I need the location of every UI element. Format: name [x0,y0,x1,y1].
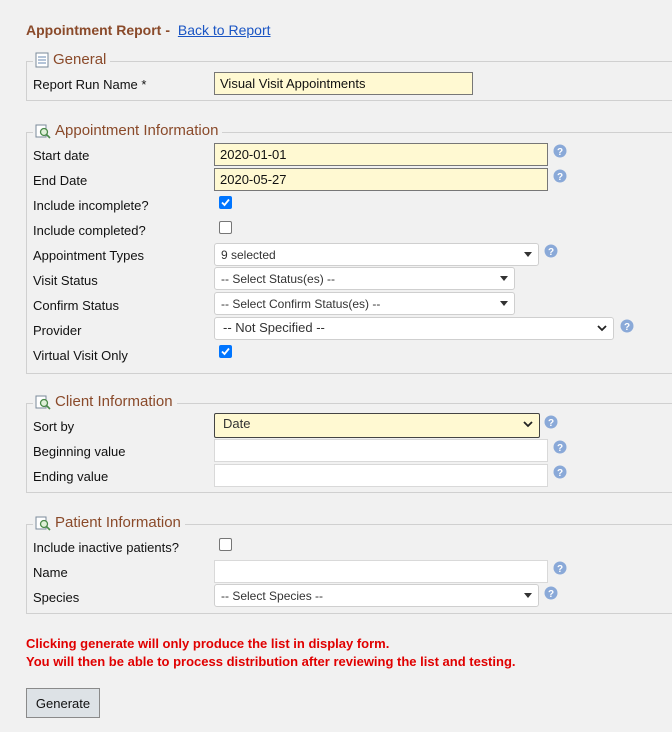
end-date-label: End Date [33,173,88,188]
species-select[interactable] [214,584,539,607]
include-inactive-label: Include inactive patients? [33,540,179,555]
svg-text:?: ? [556,443,564,454]
ending-value-input[interactable] [214,464,548,487]
client-legend-label: Client Information [55,393,173,410]
appointment-section [26,122,672,374]
patient-section [26,514,672,614]
general-legend [33,51,110,68]
visit-status-label: Visit Status [33,273,98,288]
svg-text:?: ? [556,468,564,479]
appointment-types-label: Appointment Types [33,248,145,263]
search-document-icon [35,515,51,531]
appointment-types-row [33,243,144,268]
confirm-status-row [33,293,119,318]
virtual-visit-row [33,343,128,368]
provider-select[interactable] [214,317,614,340]
start-date-input[interactable]: 2020-01-01 [214,143,548,166]
report-run-name-label: Report Run Name * [33,77,147,92]
caret-down-icon [500,301,508,306]
patient-legend [33,514,185,531]
page-header [26,22,271,38]
beginning-value-label: Beginning value [33,444,126,459]
patient-name-input[interactable] [214,560,548,583]
species-value: -- Select Species -- [221,589,324,603]
beginning-value-input[interactable] [214,439,548,462]
confirm-status-select[interactable] [214,292,515,315]
caret-down-icon [524,252,532,257]
caret-down-icon [524,593,532,598]
beginning-value-row [33,439,126,464]
start-date-label: Start date [33,148,90,163]
virtual-visit-label: Virtual Visit Only [33,348,128,363]
ending-value-row [33,464,108,489]
appointment-types-select[interactable] [214,243,539,266]
client-legend [33,393,177,410]
generate-notice-line1: Clicking generate will only produce the list in display form. [26,636,390,651]
species-label: Species [33,590,80,605]
general-section [26,51,672,101]
include-completed-label: Include completed? [33,223,146,238]
confirm-status-value: -- Select Confirm Status(es) -- [221,297,381,311]
provider-value: -- Not Specified -- [223,320,325,335]
generate-button[interactable]: Generate [26,688,100,718]
general-legend-label: General [53,51,107,68]
include-incomplete-row [33,193,149,218]
appointment-legend [33,122,222,139]
report-run-name-input[interactable]: Visual Visit Appointments [214,72,473,95]
svg-text:?: ? [547,418,555,429]
species-row [33,585,79,610]
help-icon[interactable] [553,144,567,158]
include-inactive-checkbox[interactable] [219,538,232,551]
patient-name-row [33,560,68,585]
end-date-row [33,168,87,193]
back-to-report-link[interactable]: Back to Report [177,22,271,38]
sort-by-value: Date [223,416,251,431]
help-icon[interactable] [620,319,634,333]
confirm-status-label: Confirm Status [33,298,119,313]
help-icon[interactable] [553,561,567,575]
ending-value-label: Ending value [33,469,109,484]
help-icon[interactable] [544,415,558,429]
chevron-down-icon [522,418,534,430]
patient-name-label: Name [33,565,68,580]
provider-label: Provider [33,323,82,338]
provider-row [33,318,81,343]
patient-legend-label: Patient Information [55,514,181,531]
include-completed-row [33,218,146,243]
include-incomplete-label: Include incomplete? [33,198,149,213]
chevron-down-icon [596,322,608,334]
svg-text:?: ? [556,564,564,575]
help-icon[interactable] [553,465,567,479]
visit-status-select[interactable] [214,267,515,290]
caret-down-icon [500,276,508,281]
visit-status-row [33,268,98,293]
title-separator: - [165,22,170,38]
svg-text:?: ? [556,147,564,158]
include-completed-checkbox[interactable] [219,221,232,234]
sort-by-row [33,414,74,439]
generate-notice-line2: You will then be able to process distribution after reviewing the list and testing. [26,654,516,669]
report-run-name-row [33,72,146,97]
svg-text:?: ? [547,589,555,600]
search-document-icon [35,123,51,139]
visit-status-value: -- Select Status(es) -- [221,272,336,286]
help-icon[interactable] [544,244,558,258]
help-icon[interactable] [553,440,567,454]
sort-by-select[interactable] [214,413,540,438]
sort-by-label: Sort by [33,419,75,434]
search-document-icon [35,394,51,410]
include-inactive-row [33,535,179,560]
appointment-types-value: 9 selected [221,248,276,262]
include-incomplete-checkbox[interactable] [219,196,232,209]
end-date-input[interactable]: 2020-05-27 [214,168,548,191]
document-icon [35,52,49,68]
help-icon[interactable] [544,586,558,600]
start-date-row [33,143,89,168]
svg-text:?: ? [623,322,631,333]
virtual-visit-checkbox[interactable] [219,345,232,358]
appointment-legend-label: Appointment Information [55,122,219,139]
help-icon[interactable] [553,169,567,183]
svg-text:?: ? [547,247,555,258]
client-section [26,393,672,493]
svg-text:?: ? [556,172,564,183]
page-title: Appointment Report [26,22,162,38]
